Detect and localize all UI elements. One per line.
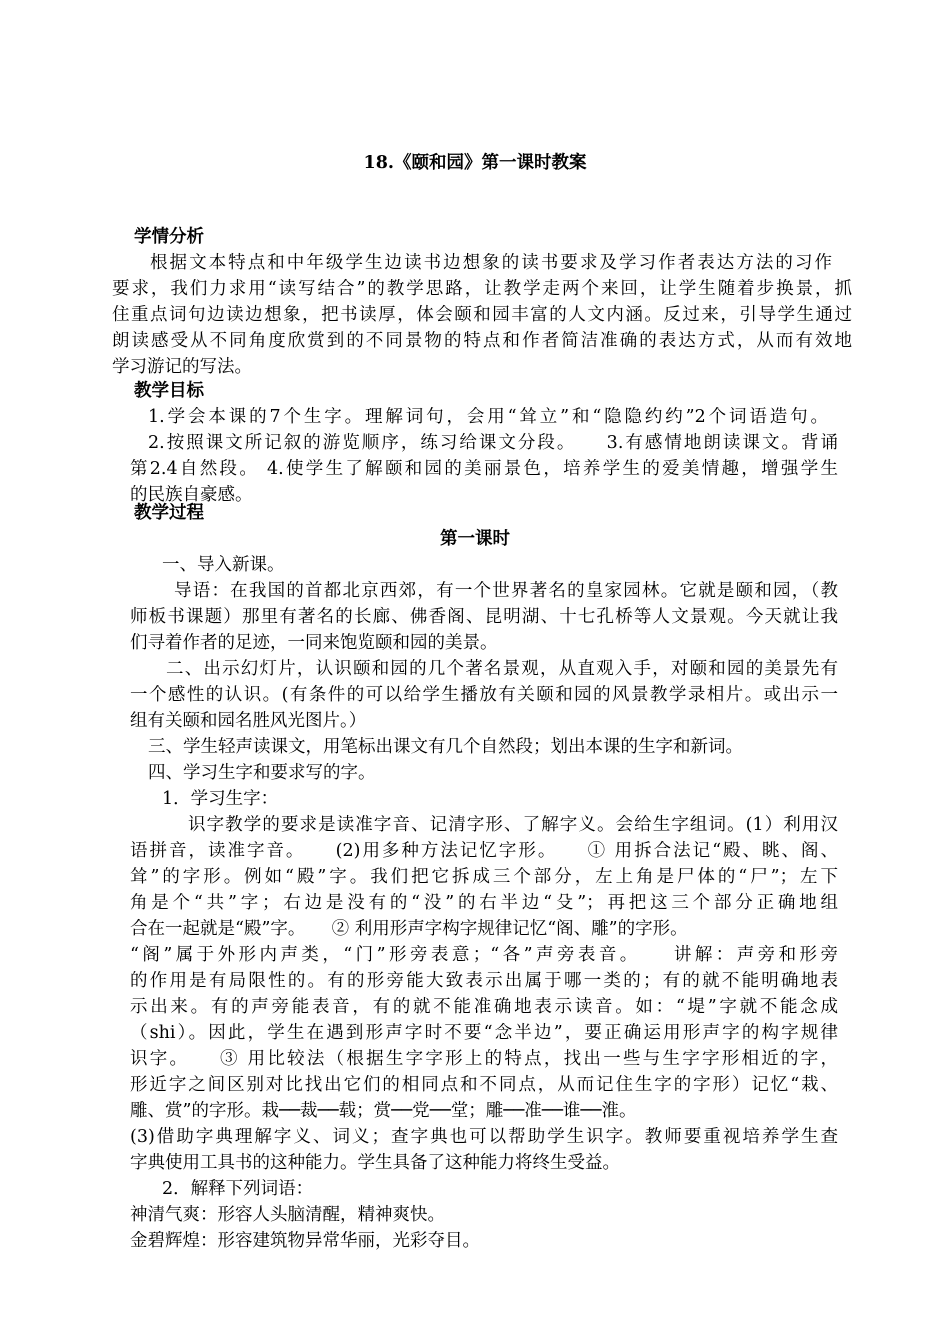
characters-line: 识字教学的要求是读准字音、记清字形、了解字义。会给生字组词。(1）利用汉 <box>188 815 838 835</box>
characters-line: 示出来。有的声旁能表音，有的就不能准确地表示读音。如：“堤”字就不能念成 <box>130 997 838 1017</box>
analysis-line: 住重点词句边读边想象，把书读厚，体会颐和园丰富的人文内涵。反过来，引导学生通过 <box>112 305 852 325</box>
heading-process: 教学过程 <box>134 503 204 523</box>
goal-line: 1.学会本课的7个生字。理解词句，会用“耸立”和“隐隐约约”2个词语造句。 <box>148 407 828 427</box>
analysis-line: 要求，我们力求用“读写结合”的教学思路，让教学走两个来回，让学生随着步换景，抓 <box>112 279 852 299</box>
characters-line: 语拼音，读准字音。 (2)用多种方法记忆字形。 ① 用拆合法记“殿、眺、阁、 <box>130 841 838 861</box>
slide-line: 一个感性的认识。(有条件的可以给学生播放有关颐和园的风景教学录相片。或出示一 <box>130 685 838 705</box>
intro-line: 师板书课题）那里有著名的长廊、佛香阁、昆明湖、十七孔桥等人文景观。今天就让我 <box>130 607 838 627</box>
characters-line: “阁”属于外形内声类，“门”形旁表意；“各”声旁表音。 讲解：声旁和形旁 <box>130 945 838 965</box>
analysis-line: 学习游记的写法。 <box>112 357 252 377</box>
section-intro: 一、导入新课。 <box>162 555 285 575</box>
intro-line: 们寻着作者的足迹，一同来饱览颐和园的美景。 <box>130 633 498 653</box>
analysis-line: 根据文本特点和中年级学生边读书边想象的读书要求及学习作者表达方法的习作 <box>150 253 832 273</box>
characters-line: 耸”的字形。例如“殿”字。我们把它拆成三个部分，左上角是尸体的“尸”；左下 <box>130 867 838 887</box>
word-definition: 神清气爽：形容人头脑清醒，精神爽快。 <box>130 1205 445 1225</box>
characters-line: 雕、赏”的字形。栽──裁──载；赏──党──堂；雕──准──谁──淮。 <box>130 1101 637 1121</box>
characters-line: 形近字之间区别对比找出它们的相同点和不同点，从而记住生字的字形）记忆“栽、 <box>130 1075 838 1095</box>
heading-goals: 教学目标 <box>134 381 204 401</box>
document-title: 18.《颐和园》第一课时教案 <box>363 153 587 173</box>
characters-line: 识字。 ③ 用比较法（根据生字字形上的特点，找出一些与生字字形相近的字， <box>130 1049 838 1069</box>
characters-line: 字典使用工具书的这种能力。学生具备了这种能力将终生受益。 <box>130 1153 620 1173</box>
goal-line: 2.按照课文所记叙的游览顺序，练习给课文分段。 3.有感情地朗读课文。背诵 <box>148 433 838 453</box>
slide-line: 组有关颐和园名胜风光图片。） <box>130 711 367 731</box>
characters-line: 的作用是有局限性的。有的形旁能大致表示出属于哪一类的；有的就不能明确地表 <box>130 971 838 991</box>
analysis-line: 朗读感受从不同角度欣赏到的不同景物的特点和作者简洁准确的表达方式，从而有效地 <box>112 331 852 351</box>
heading-analysis: 学情分析 <box>134 227 204 247</box>
subsection-characters: 1．学习生字： <box>162 789 279 809</box>
slide-line: 二、出示幻灯片，认识颐和园的几个著名景观，从直观入手，对颐和园的美景先有 <box>166 659 838 679</box>
section-reading: 三、学生轻声读课文，用笔标出课文有几个自然段；划出本课的生字和新词。 <box>148 737 743 757</box>
word-definition: 金碧辉煌：形容建筑物异常华丽，光彩夺目。 <box>130 1231 480 1251</box>
heading-lesson: 第一课时 <box>440 529 510 549</box>
goal-line: 的民族自豪感。 <box>130 485 253 505</box>
characters-line: 合在一起就是“殿”字。 ② 利用形声字构字规律记忆“阁、雕”的字形。 <box>130 919 688 939</box>
characters-line: （shi）。因此，学生在遇到形声字时不要“念半边”，要正确运用形声字的构字规律 <box>130 1023 838 1043</box>
characters-line: (3)借助字典理解字义、词义；查字典也可以帮助学生识字。教师要重视培养学生查 <box>130 1127 838 1147</box>
intro-line: 导语：在我国的首都北京西郊，有一个世界著名的皇家园林。它就是颐和园，（教 <box>174 581 838 601</box>
characters-line: 角是个“共”字；右边是没有的“没”的右半边“殳”；再把这三个部分正确地组 <box>130 893 838 913</box>
subsection-words: 2．解释下列词语： <box>162 1179 314 1199</box>
section-characters: 四、学习生字和要求写的字。 <box>148 763 376 783</box>
goal-line: 第2.4自然段。 4.使学生了解颐和园的美丽景色，培养学生的爱美情趣，增强学生 <box>130 459 838 479</box>
